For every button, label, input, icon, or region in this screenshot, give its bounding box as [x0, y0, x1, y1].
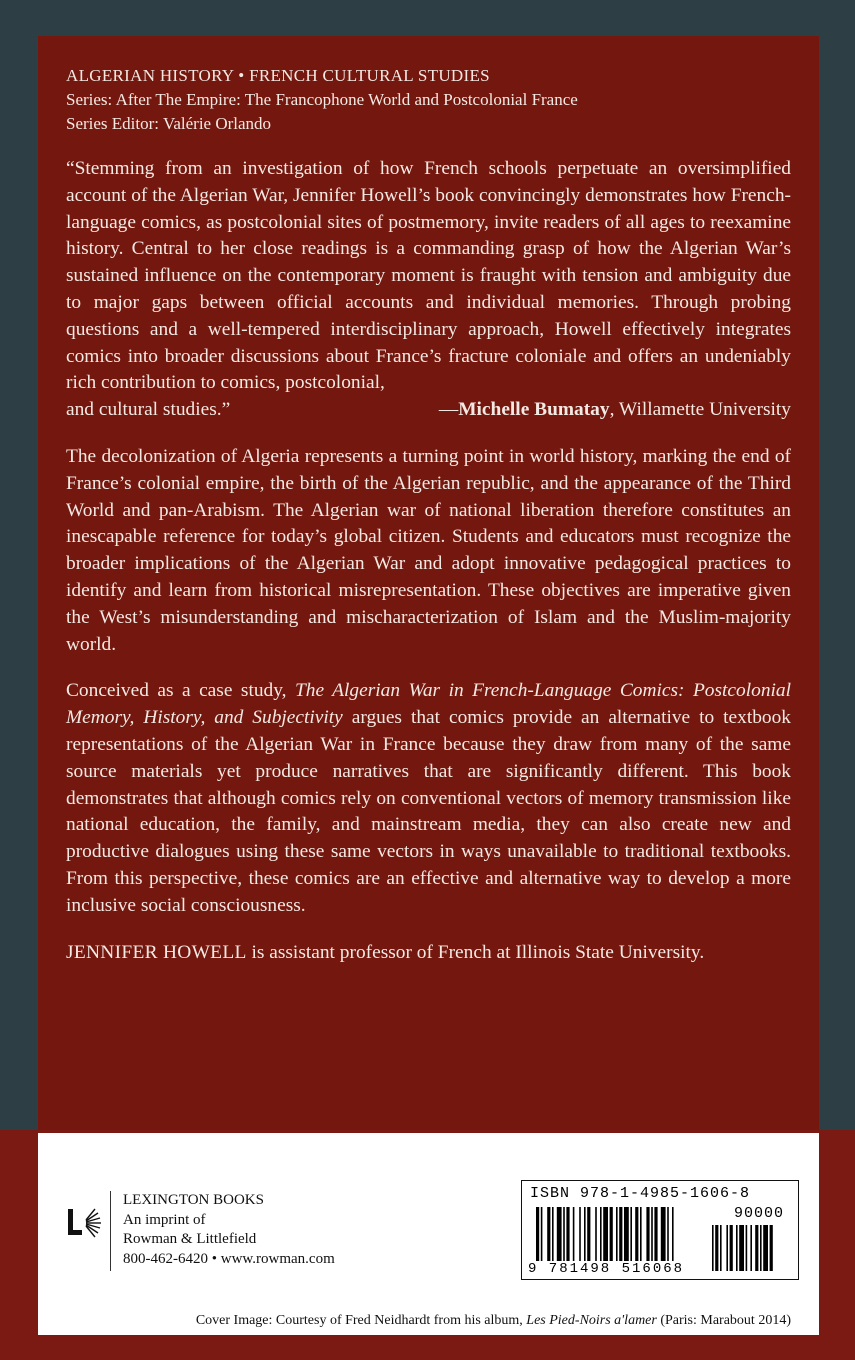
- author-name: JENNIFER HOWELL: [66, 941, 247, 963]
- addon-barcode-bar: [739, 1225, 744, 1271]
- attribution-dash: —: [438, 399, 459, 421]
- addon-barcode-bar: [750, 1225, 752, 1271]
- cover-image-credit: [38, 1313, 819, 1329]
- book-title: The Algerian War in French-Language Comics: Postcolonial Memory, History, and Subjectivity: [66, 680, 791, 729]
- barcode-bar: [552, 1207, 554, 1261]
- addon-barcode-bar: [760, 1225, 762, 1271]
- publisher-imprint: An imprint of: [123, 1211, 206, 1228]
- isbn-barcode: [521, 1180, 799, 1280]
- endorser-affiliation: , Willamette University: [609, 399, 791, 421]
- credit-album: Les Pied-Noirs a'lamer: [526, 1313, 657, 1328]
- barcode-bar: [654, 1207, 657, 1261]
- barcode-bar: [630, 1207, 632, 1261]
- publisher-divider: [110, 1191, 111, 1271]
- author-bio: [66, 940, 791, 967]
- barcode-bar: [579, 1207, 581, 1261]
- addon-barcode-bar: [715, 1225, 718, 1271]
- endorser-name: Michelle Bumatay: [458, 399, 610, 421]
- publisher-block: [66, 1191, 335, 1271]
- paragraph-2-intro: Conceived as a case study,: [66, 680, 295, 702]
- publisher-contact: 800-462-6420 • www.rowman.com: [123, 1250, 335, 1267]
- lexington-logo-icon: [66, 1191, 106, 1271]
- series-title: Series: After The Empire: The Francophone World and Postcolonial France: [66, 90, 578, 109]
- description-paragraph-2: [66, 678, 791, 919]
- barcode-bar: [557, 1207, 562, 1261]
- barcode-bar: [587, 1207, 590, 1261]
- barcode-bar: [624, 1207, 629, 1261]
- addon-barcode-bar: [755, 1225, 758, 1271]
- barcode-bar: [661, 1207, 666, 1261]
- barcode-bar: [547, 1207, 550, 1261]
- barcode-bar: [563, 1207, 565, 1261]
- addon-barcode-bar: [770, 1225, 773, 1271]
- barcode-bar: [651, 1207, 653, 1261]
- publisher-info: [123, 1191, 335, 1271]
- barcode-bar: [566, 1207, 569, 1261]
- quote-attribution: [439, 397, 791, 424]
- endorsement-quote: [66, 156, 791, 424]
- paragraph-2-rest: argues that comics provide an alternative to textbook representations of the Algerian War in France because they draw from many of the same source materials yet produce narratives that are significantly different. This book demonstrates that although comics rely on conventional vectors of memory transmission like national education, the family, and mainstream media, they can also create new and productive dialogues using these same vectors in ways unavailable to traditional textbooks. From this perspective, these comics are an effective and alternative way to develop a more inclusive social consciousness.: [66, 707, 791, 916]
- publisher-band: [38, 1133, 819, 1335]
- barcode-bar: [584, 1207, 586, 1261]
- description-paragraph-1: The decolonization of Algeria represents a turning point in world history, marking the end of France’s colonial empire, the birth of the Algerian republic, and the appearance of the Third World and pan-Arabism. The Algerian war of national liberation therefore constitutes an inescapable reference for today’s global citizen. Students and educators must recognize the broader implications of the Algerian War and adopt innovative pedagogical practices to identify and learn from historical misrepresentation. These objectives are imperative given the West’s misunderstanding and mischaracterization of Islam and the Muslim-majority world.: [66, 445, 791, 655]
- addon-barcode-bar: [763, 1225, 768, 1271]
- subject-categories: ALGERIAN HISTORY • FRENCH CULTURAL STUDIES: [66, 66, 490, 85]
- barcode-bar: [595, 1207, 597, 1261]
- back-cover-panel: [38, 36, 819, 1130]
- barcode-bar: [541, 1207, 543, 1261]
- quote-attribution-row: [66, 397, 791, 424]
- barcode-bar: [672, 1207, 674, 1261]
- barcode-bar: [667, 1207, 669, 1261]
- price-code: 90000: [733, 1205, 784, 1222]
- barcode-bar: [616, 1207, 618, 1261]
- addon-barcode-bar: [730, 1225, 733, 1271]
- barcode-bar: [610, 1207, 613, 1261]
- addon-barcode-bar: [720, 1225, 722, 1271]
- publisher-parent: Rowman & Littlefield: [123, 1231, 257, 1247]
- barcode-bar: [600, 1207, 602, 1261]
- isbn-number: ISBN 978-1-4985-1606-8: [530, 1185, 751, 1202]
- publisher-name: LEXINGTON BOOKS: [123, 1192, 264, 1208]
- barcode-bar: [536, 1207, 539, 1261]
- barcode-bar: [619, 1207, 622, 1261]
- addon-barcode-bar: [746, 1225, 748, 1271]
- barcode-bar: [640, 1207, 642, 1261]
- barcode-bar: [635, 1207, 638, 1261]
- addon-barcode-bar: [736, 1225, 738, 1271]
- quote-last-line: and cultural studies.”: [66, 399, 231, 421]
- barcode-digits: 9 781498 516068: [528, 1261, 685, 1277]
- barcode-bar: [573, 1207, 575, 1261]
- barcode-bar: [646, 1207, 649, 1261]
- series-editor: Series Editor: Valérie Orlando: [66, 114, 272, 133]
- addon-barcode-bar: [726, 1225, 728, 1271]
- quote-body: “Stemming from an investigation of how French schools perpetuate an oversimplified account of the Algerian War, Jennifer Howell’s book convincingly demonstrates how French-language comics, as postcolonial sites of postmemory, invite readers of all ages to reexamine history. Central to her close readings is a commanding grasp of how the Algerian War’s sustained influence on the contemporary moment is fraught with tension and ambiguity due to major gaps between official accounts and individual memories. Through probing questions and a well-tempered interdisciplinary approach, Howell effectively integrates comics into broader discussions about France’s fracture coloniale and offers an undeniably rich contribution to comics, postcolonial,: [66, 158, 791, 394]
- barcode-bar: [603, 1207, 608, 1261]
- addon-barcode-bar: [712, 1225, 714, 1271]
- credit-suffix: (Paris: Marabout 2014): [656, 1313, 791, 1328]
- author-bio-text: is assistant professor of French at Illinois State University.: [246, 941, 705, 963]
- credit-prefix: Cover Image: Courtesy of Fred Neidhardt from his album,: [195, 1313, 527, 1328]
